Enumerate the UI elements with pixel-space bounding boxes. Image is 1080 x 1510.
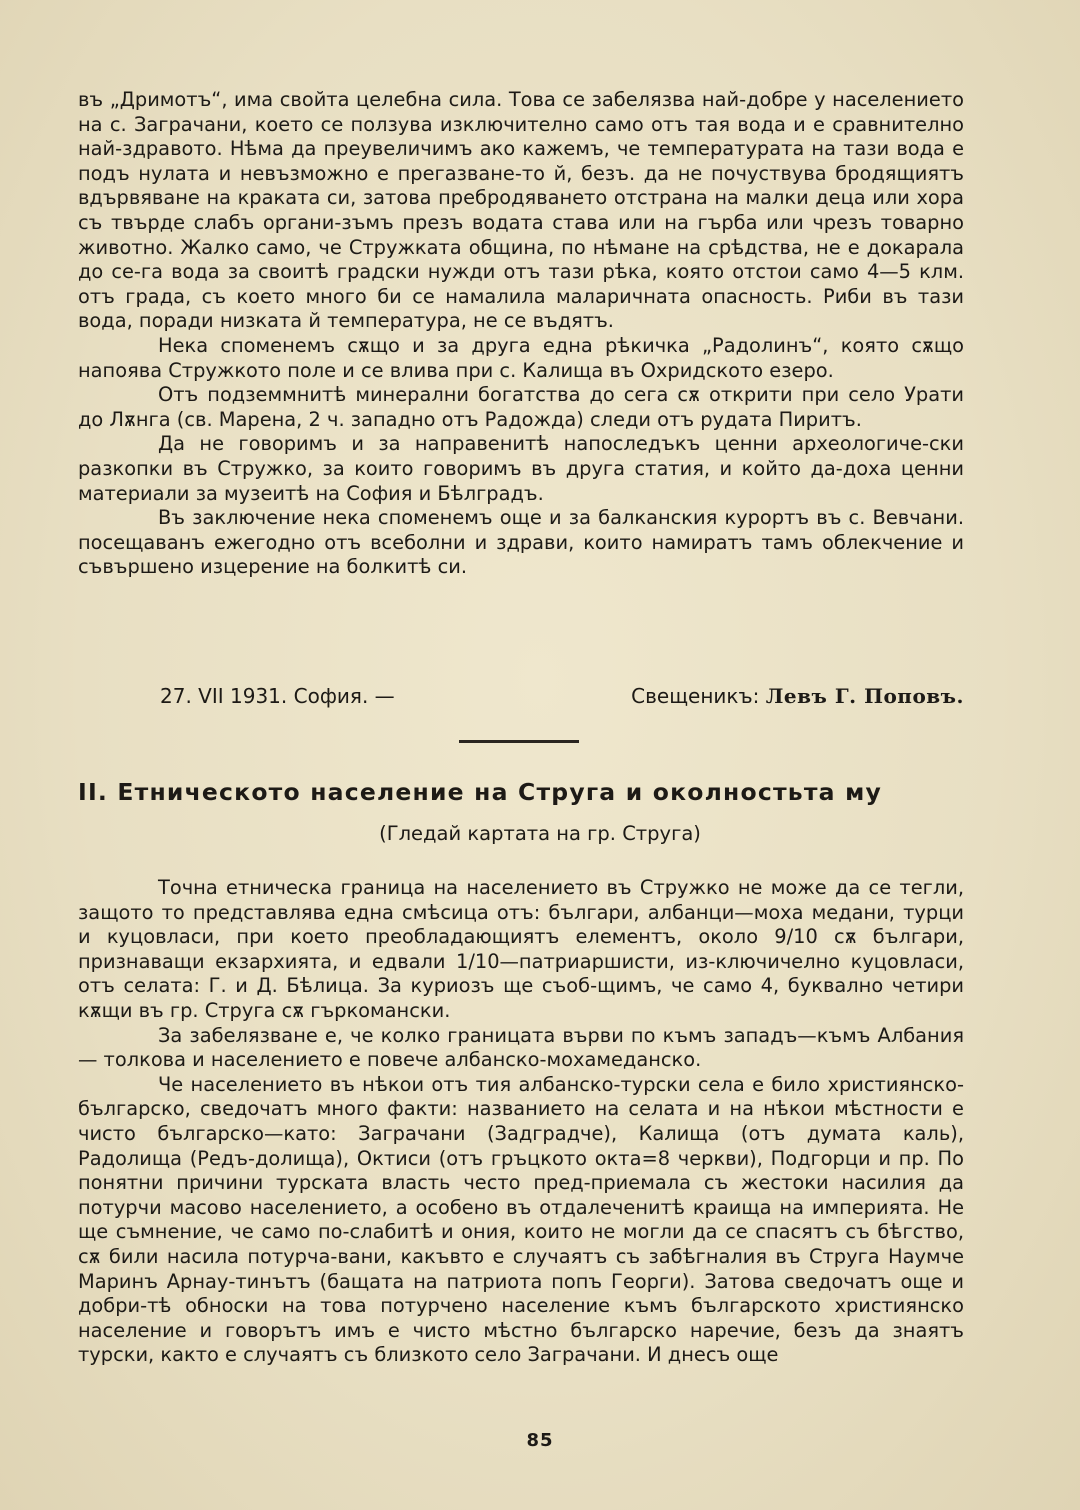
section-subheading: (Гледай картата на гр. Струга) [379, 822, 701, 845]
paragraph: Че населението въ нѣкои отъ тия албанско-турски села е било християнско-българско, сведочатъ много факти: названието на селата и на нѣкои мѣстности е чисто българско—като: Заграчани (Задградче), Калища (отъ думата каль), Радолища (Редъ-долища), Октиси (отъ гръцкото окта=8 черкви), Подгорци и пр. По понятни причини турската власть често пред-приемала съ жестоки насилия да потурчи масово населението, а особено въ отдалеченитѣ краища на империята. Не ще съмнение, че само по-слабитѣ и ония, които не могли да се спасятъ съ бѣгство, сѫ били насила потурча-вани, какъвто е случаятъ съ забѣгналия въ Струга Наумче Маринъ Арнау-тинътъ (бащата на патриота попъ Георги). Затова сведочатъ още и добри-тѣ обноски на това потурчено население къмъ българското християнско население и говорътъ имъ е чисто мѣстно българско наречие, безъ да знаятъ турски, както е случаятъ съ близкото село Заграчани. И днесъ още [78, 1072, 964, 1367]
section-divider [459, 740, 579, 743]
paragraph: Точна етническа граница на населението въ Стружко не може да се тегли, защото то представлява една смѣсица отъ: българи, албанци—моха медани, турци и куцовласи, при което преобладающиятъ елементъ, около 9/10 сѫ българи, признаващи екзархията, и едвали 1/10—патриаршисти, из-ключичелно куцовласи, отъ селата: Г. и Д. Бѣлица. За куриозъ ще съоб-щимъ, че само 4, буквално четири кѫщи въ гр. Струга сѫ гъркомански. [78, 876, 964, 1022]
signature-line [160, 683, 964, 709]
paragraph: Въ заключение нека споменемъ още и за балканския курортъ въ с. Вевчани. посещаванъ ежегодно отъ всеболни и здрави, които намиратъ тамъ облекчение и съвършено изцерение на болкитѣ си. [78, 506, 964, 579]
paragraph: въ „Дримотъ“, има свойта целебна сила. Това се забелязва най-добре у населението на с. Заграчани, което се ползува изключително само отъ тая вода и е сравнително най-здравото. Нѣма да преувеличимъ ако кажемъ, че температурата на тази вода е подъ нулата и невъзможно е прегазване-то й, безъ. да не почуствува бродящиятъ вдървяване на краката си, затова пребродяването отстрана на малки деца или хора съ твърде слабъ органи-зъмъ презъ водата става или на гърба или чрезъ товарно животно. Жалко само, че Стружката община, по нѣмане на срѣдства, не е докарала до се-га вода за своитѣ градски нужди отъ тази рѣка, която отстои само 4—5 клм. отъ града, съ което много би се намалила маларичната опасность. Риби въ тази вода, поради низката й температура, не се въдятъ. [78, 88, 964, 333]
paragraph: Да не говоримъ и за направенитѣ напоследъкъ ценни археологиче-ски разкопки въ Стружко, за които говоримъ въ друга статия, и който да-доха ценни материали за музеитѣ на София и Бѣлградъ. [78, 432, 964, 505]
section-heading: II. Етническото население на Струга и околностьта му [78, 778, 883, 806]
author-title: Свещеникъ: [631, 684, 760, 708]
paragraph: За забелязване е, че колко границата върви по къмъ западъ—къмъ Албания — толкова и населението е повече албанско-мохамеданско. [78, 1023, 964, 1072]
author-name: Левъ Г. Поповъ. [765, 684, 964, 708]
paragraph: Нека споменемъ сѫщо и за друга една рѣкичка „Радолинъ“, която сѫщо напоява Стружкото поле и се влива при с. Калища въ Охридското езеро. [78, 333, 964, 382]
section2-body [78, 876, 964, 1368]
section1-body [78, 88, 964, 580]
paragraph: Отъ подземмнитѣ минерални богатства до сега сѫ открити при село Урати до Лѫнга (св. Марена, 2 ч. западно отъ Радожда) следи отъ рудата Пиритъ. [78, 383, 964, 431]
page-number: 85 [526, 1430, 554, 1451]
author [631, 683, 964, 709]
date-place: 27. VII 1931. София. — [160, 684, 395, 708]
